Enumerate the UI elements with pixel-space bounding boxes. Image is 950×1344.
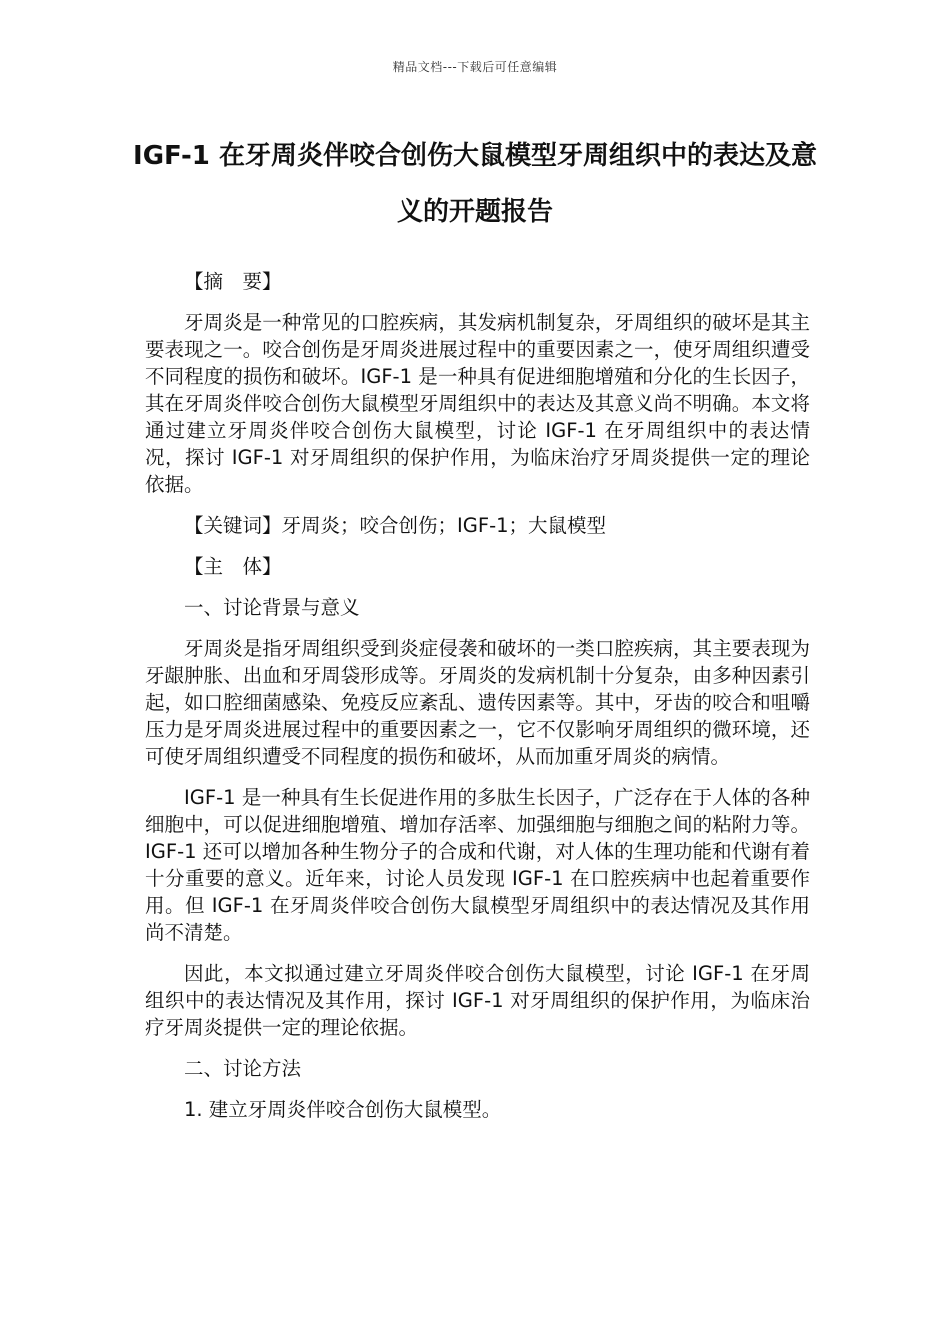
keywords-line: 【关键词】牙周炎；咬合创伤；IGF-1；大鼠模型 <box>184 514 607 537</box>
document-body <box>145 268 810 1137</box>
header-note: 精品文档---下载后可任意编辑 <box>392 60 558 74</box>
main-heading: 【主 体】 <box>184 555 282 578</box>
section1-heading: 一、讨论背景与意义 <box>184 596 360 619</box>
section1-paragraph-2: IGF-1 是一种具有生长促进作用的多肽生长因子，广泛存在于人体的各种细胞中，可以促进细胞增殖、增加存活率、加强细胞与细胞之间的粘附力等。IGF-1 还可以增加各种生物分子的合成和代谢，对人体的生理功能和代谢有着十分重要的意义。近年来，讨论人员发现 IGF-1 在口腔疾病中也起着重要作用。但 IGF-1 在牙周炎伴咬合创伤大鼠模型牙周组织中的表达情况及其作用尚不清楚。 <box>145 786 810 944</box>
section2-item-1: 1. 建立牙周炎伴咬合创伤大鼠模型。 <box>184 1098 502 1121</box>
document-title: IGF-1 在牙周炎伴咬合创伤大鼠模型牙周组织中的表达及意义的开题报告 <box>133 141 817 227</box>
section1-paragraph-1: 牙周炎是指牙周组织受到炎症侵袭和破坏的一类口腔疾病，其主要表现为牙龈肿胀、出血和牙周袋形成等。牙周炎的发病机制十分复杂，由多种因素引起，如口腔细菌感染、免疫反应紊乱、遗传因素等。其中，牙齿的咬合和咀嚼压力是牙周炎进展过程中的重要因素之一，它不仅影响牙周组织的微环境，还可使牙周组织遭受不同程度的损伤和破坏，从而加重牙周炎的病情。 <box>145 637 810 768</box>
section2-heading: 二、讨论方法 <box>184 1057 302 1080</box>
abstract-paragraph: 牙周炎是一种常见的口腔疾病，其发病机制复杂，牙周组织的破坏是其主要表现之一。咬合创伤是牙周炎进展过程中的重要因素之一，使牙周组织遭受不同程度的损伤和破坏。IGF-1 是一种具有促进细胞增殖和分化的生长因子，其在牙周炎伴咬合创伤大鼠模型牙周组织中的表达及其意义尚不明确。本文将通过建立牙周炎伴咬合创伤大鼠模型，讨论 IGF-1 在牙周组织中的表达情况，探讨 IGF-1 对牙周组织的保护作用，为临床治疗牙周炎提供一定的理论依据。 <box>145 311 810 496</box>
abstract-heading: 【摘 要】 <box>184 270 282 293</box>
section1-paragraph-3: 因此，本文拟通过建立牙周炎伴咬合创伤大鼠模型，讨论 IGF-1 在牙周组织中的表达情况及其作用，探讨 IGF-1 对牙周组织的保护作用，为临床治疗牙周炎提供一定的理论依据。 <box>145 962 810 1039</box>
